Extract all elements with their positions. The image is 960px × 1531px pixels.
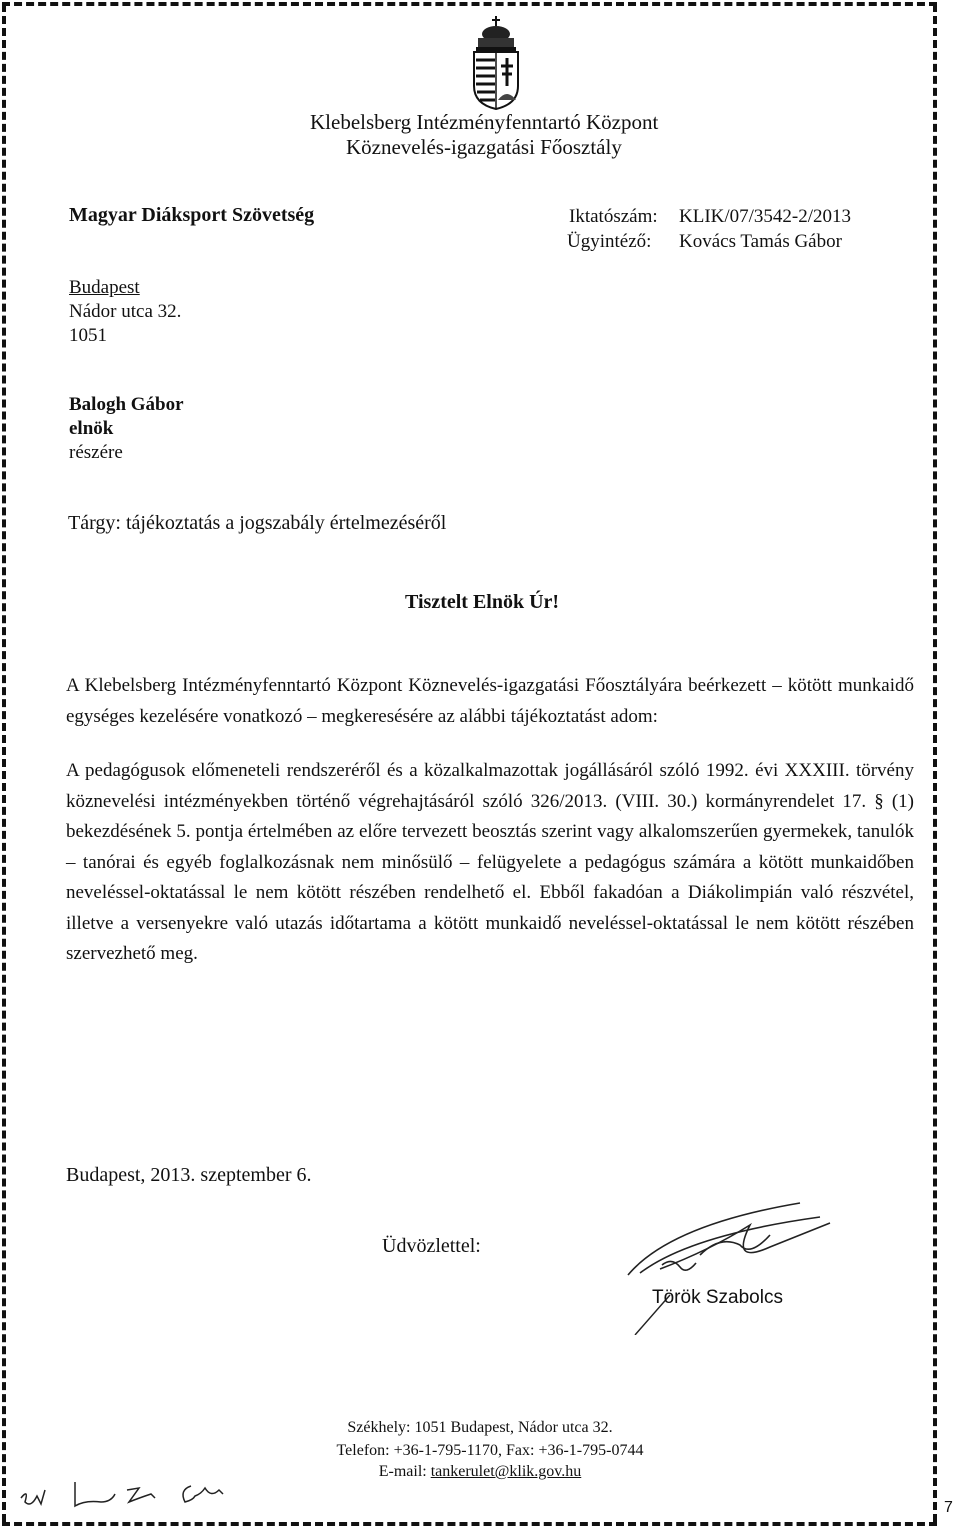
recipient-role: elnök xyxy=(69,418,114,439)
header-org-name: Klebelsberg Intézményfenntartó Központ xyxy=(310,110,659,134)
footer-address: Székhely: 1051 Budapest, Nádor utca 32. xyxy=(347,1419,613,1436)
footer-email-label: E-mail: xyxy=(378,1463,431,1480)
officer-label: Ügyintéző: xyxy=(567,231,652,252)
closing-greeting: Üdvözlettel: xyxy=(382,1235,481,1257)
signer-name: Török Szabolcs xyxy=(652,1287,783,1308)
file-number-value: KLIK/07/3542-2/2013 xyxy=(679,206,852,227)
recipient-name: Balogh Gábor xyxy=(69,394,184,415)
footer-email-link[interactable]: tankerulet@klik.gov.hu xyxy=(430,1463,582,1480)
coat-of-arms-icon xyxy=(468,14,524,110)
letter-body xyxy=(66,671,914,970)
page-border-top xyxy=(2,2,937,6)
recipient-street: Nádor utca 32. xyxy=(69,301,182,322)
handwritten-signature xyxy=(600,1195,840,1335)
file-number-label: Iktatószám: xyxy=(569,206,658,227)
recipient-zip: 1051 xyxy=(69,325,107,346)
handwritten-initials xyxy=(15,1468,235,1518)
page-border-right xyxy=(933,4,937,1522)
subject-line: Tárgy: tájékoztatás a jogszabály értelmezéséről xyxy=(68,512,447,534)
footer-email-line xyxy=(330,1463,630,1481)
body-paragraph: A Klebelsberg Intézményfenntartó Központ Köznevelés-igazgatási Főosztályára beérkezett – kötött munkaidő egységes kezelésére vonatkozó – megkeresésére az alábbi tájékoztatást adom: xyxy=(66,675,914,727)
officer-value: Kovács Tamás Gábor xyxy=(679,231,842,252)
page-border-left xyxy=(2,4,6,1522)
body-paragraph: A pedagógusok előmeneteli rendszeréről és a közalkalmazottak jogállásáról szóló 1992. évi XXXIII. törvény köznevelési intézményekben történő végrehajtásáról szóló 326/2013. (VIII. 30.) kormányrendelet 17. § (1) bekezdésének 5. pontja értelmében az előre tervezett beosztás szerint vagy alkalomszerűen gyermekek, tanulók – tanórai és egyéb foglalkozásnak nem minősülő – felügyelete a pedagógus számára a kötött munkaidőben neveléssel-oktatással le nem kötött részében rendelhető el. Ebből fakadóan a Diákolimpián való részvétel, illetve a versenyekre való utazás időtartama a kötött munkaidő neveléssel-oktatással le nem kötött részében szervezhető meg. xyxy=(66,760,914,964)
recipient-for: részére xyxy=(69,442,123,463)
footer-phone: Telefon: +36-1-795-1170, Fax: +36-1-795-0744 xyxy=(336,1442,644,1459)
page-number: 7 xyxy=(944,1499,953,1516)
date-line: Budapest, 2013. szeptember 6. xyxy=(66,1164,312,1186)
header-department: Köznevelés-igazgatási Főosztály xyxy=(346,135,622,159)
recipient-city: Budapest xyxy=(69,277,140,298)
recipient-organization: Magyar Diáksport Szövetség xyxy=(69,204,315,226)
salutation: Tisztelt Elnök Úr! xyxy=(405,591,560,613)
page-border-bottom xyxy=(2,1522,937,1526)
